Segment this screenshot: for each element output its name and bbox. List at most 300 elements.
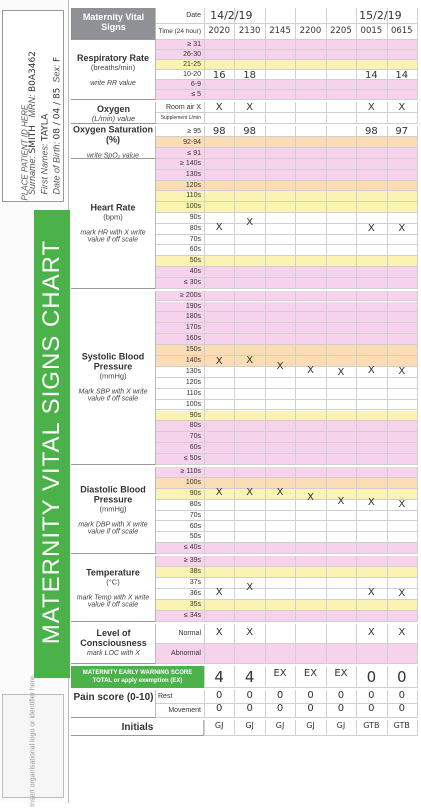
column-divider — [387, 624, 388, 664]
sbp-row — [156, 323, 417, 334]
pain-move-value: 0 — [368, 702, 375, 714]
temp-row — [156, 611, 417, 622]
patient-sex: F — [52, 56, 63, 63]
column-divider — [387, 102, 388, 124]
column-divider — [326, 40, 327, 100]
hr-row-label: 50s — [189, 257, 201, 265]
sat-value: 98 — [212, 126, 226, 137]
column-divider — [265, 624, 266, 664]
column-divider — [417, 467, 418, 554]
column-divider — [204, 467, 205, 554]
column-divider — [234, 556, 235, 621]
temp-row — [156, 600, 417, 611]
initials-value: GTB — [393, 720, 410, 730]
sbp-sub: (mmHg) — [99, 371, 127, 381]
column-divider — [356, 624, 357, 664]
hr-mark: X — [398, 222, 406, 234]
sat-value: 98 — [243, 126, 256, 137]
column-divider — [295, 690, 296, 718]
sbp-inst: Mark SBP with X write value if off scale — [78, 388, 148, 403]
pain-rest-label: Rest — [158, 692, 173, 700]
sbp-mark: X — [276, 360, 284, 372]
column-divider — [295, 624, 296, 664]
loc-inst: mark LOC with X — [87, 649, 140, 657]
loc-abnormal-label: Abnormal — [171, 649, 201, 657]
sat-value: 97 — [395, 126, 409, 137]
column-divider — [417, 624, 418, 664]
initials-value: GJ — [306, 720, 315, 730]
rr-row — [156, 40, 417, 50]
sbp-row-label: 70s — [189, 433, 201, 441]
oxygen-room-air-mark: X — [398, 102, 406, 113]
time-cell: 2145 — [269, 26, 291, 36]
temp-sub: (°C) — [106, 577, 120, 587]
oxygen-sub: (L/min) value — [91, 114, 136, 123]
mews-value: EX — [303, 667, 318, 679]
temp-title: Temperature — [86, 567, 140, 578]
sat-title: Oxygen Saturation (%) — [73, 124, 154, 145]
pain-rest-value: 0 — [337, 689, 345, 701]
column-divider — [387, 556, 388, 621]
hr-row-label: 40s — [189, 268, 201, 275]
column-divider — [234, 666, 235, 688]
sbp-row-label: 90s — [189, 411, 201, 419]
column-divider — [204, 291, 205, 465]
dbp-sub: (mmHg) — [99, 504, 127, 514]
section-dbp — [71, 467, 156, 554]
temp-row-label: 37s — [189, 579, 201, 586]
column-divider — [417, 666, 418, 688]
initials-value: GJ — [214, 720, 224, 730]
sat-row — [156, 148, 417, 159]
column-divider — [326, 666, 327, 688]
hr-inst: mark HR with X write value if off scale — [80, 229, 146, 244]
column-divider — [326, 467, 327, 554]
initials-value: GJ — [275, 720, 285, 730]
hr-mark: X — [215, 221, 223, 233]
column-divider — [326, 720, 327, 736]
oxygen-room-air-mark: X — [367, 102, 375, 113]
pain-move-value: 0 — [398, 702, 405, 714]
temp-row — [156, 556, 417, 567]
sbp-row-label: 110s — [186, 389, 201, 397]
column-divider — [295, 556, 296, 621]
sbp-mark: X — [337, 367, 345, 379]
column-divider — [265, 40, 266, 100]
sbp-row — [156, 400, 417, 411]
rr-row-label: ≤ 5 — [191, 91, 201, 98]
rr-value: 18 — [243, 70, 256, 81]
column-divider — [356, 556, 357, 621]
column-divider — [204, 159, 205, 289]
rr-row-label: 6-9 — [190, 81, 201, 88]
sbp-row-label: 150s — [185, 346, 201, 354]
column-divider — [295, 467, 296, 554]
column-divider — [387, 690, 388, 718]
time-cell: 2200 — [299, 26, 322, 36]
mews-value: EX — [334, 667, 348, 679]
sbp-row-label: 170s — [185, 324, 201, 332]
dbp-row-label: 50s — [189, 533, 201, 541]
hr-row — [156, 202, 417, 213]
loc-normal-label: Normal — [178, 629, 201, 637]
column-divider — [417, 102, 418, 124]
column-divider — [265, 690, 266, 718]
patient-id-box — [2, 10, 64, 202]
time-cell: 2020 — [208, 26, 231, 36]
dbp-mark: X — [276, 486, 284, 498]
patient-dob: 08 / 04 / 85 — [52, 87, 63, 140]
time-cell: 2130 — [238, 26, 261, 36]
column-divider — [356, 666, 357, 688]
hr-sub: (bpm) — [103, 212, 123, 222]
loc-normal-mark: X — [367, 626, 375, 638]
column-divider — [326, 624, 327, 664]
hr-row-label: 70s — [189, 235, 201, 243]
oxygen-room-air-mark: X — [246, 102, 254, 113]
sbp-mark: X — [246, 355, 254, 367]
column-divider — [387, 291, 388, 465]
hr-mark: X — [246, 217, 254, 229]
section-rr — [71, 40, 156, 100]
rr-row — [156, 80, 417, 90]
column-divider — [234, 467, 235, 554]
rr-row — [156, 90, 417, 100]
pain-rest-value: 0 — [307, 689, 314, 701]
patient-details: Surname: SMITH MRN: B0A3462 — [27, 51, 38, 195]
pain-rest-value: 0 — [368, 689, 375, 701]
sbp-title: Systolic Blood Pressure — [81, 351, 145, 372]
column-divider — [387, 666, 388, 688]
place-patient-id: PLACE PATIENT ID HERE — [20, 104, 30, 201]
column-divider — [204, 126, 205, 159]
hr-mark: X — [367, 222, 375, 234]
patient-mrn: B0A3462 — [28, 51, 38, 93]
sbp-row-label: 130s — [185, 367, 201, 375]
sbp-row — [156, 432, 417, 443]
rr-title: Respiratory Rate — [76, 52, 150, 63]
dbp-row — [156, 467, 417, 478]
pain-move-value: 0 — [307, 702, 314, 714]
temp-mark: X — [246, 581, 254, 593]
column-divider — [265, 102, 266, 124]
hr-row-label: 120s — [185, 181, 201, 189]
dbp-row-label: ≥ 110s — [180, 468, 201, 475]
column-divider — [204, 556, 205, 621]
time-label: Time (24 hour) — [158, 28, 201, 35]
rr-row-label: ≥ 31 — [187, 41, 201, 48]
hr-row-label: ≤ 30s — [183, 278, 201, 286]
column-divider — [265, 126, 266, 159]
rr-value: 14 — [364, 70, 378, 81]
column-divider — [295, 666, 296, 688]
sbp-row-label: 160s — [185, 335, 201, 343]
dbp-row-label: 70s — [189, 511, 201, 519]
rr-row — [156, 50, 417, 60]
column-divider — [417, 159, 418, 289]
column-divider — [234, 624, 235, 664]
sbp-mark: X — [307, 364, 314, 376]
hr-row-label: 80s — [189, 224, 201, 232]
rr-inst: write RR value — [90, 79, 136, 87]
date-cell-1: 14/2/19 — [210, 9, 253, 22]
sbp-row-label: 180s — [185, 313, 201, 321]
column-divider — [204, 624, 205, 664]
sbp-row — [156, 454, 417, 465]
column-divider — [356, 40, 357, 100]
hr-row-label: 60s — [189, 246, 201, 254]
sbp-row — [156, 421, 417, 432]
column-divider — [356, 690, 357, 718]
hr-row — [156, 170, 417, 181]
mews-label: MATERNITY EARLY WARNING SCORE TOTAL or apply exemption (EX) — [82, 669, 193, 684]
column-divider — [265, 556, 266, 621]
initials-value: GJ — [245, 720, 254, 730]
mews-value: 4 — [244, 667, 255, 686]
temp-row-label: 35s — [189, 600, 201, 608]
column-divider — [356, 291, 357, 465]
column-divider — [387, 159, 388, 289]
column-divider — [417, 720, 418, 736]
column-divider — [204, 720, 205, 736]
sbp-row — [156, 291, 417, 302]
pain-rest-value: 0 — [246, 689, 253, 701]
patient-first-row: First Names: TAYLA — [39, 113, 51, 195]
sbp-row-label: ≤ 50s — [183, 455, 201, 463]
hr-row — [156, 235, 417, 246]
column-divider — [326, 556, 327, 621]
column-divider — [295, 159, 296, 289]
time-cell: 0615 — [390, 26, 413, 36]
column-divider — [387, 467, 388, 554]
temp-row-label: 38s — [189, 568, 201, 576]
initials-title: Initials — [121, 721, 154, 733]
pain-title: Pain score (0-10) — [73, 691, 154, 703]
temp-inst: mark Temp with X write value if off scale — [76, 594, 150, 609]
column-divider — [295, 102, 296, 124]
dbp-mark: X — [307, 492, 314, 504]
supp-label: Supplement L/min — [160, 115, 201, 121]
mews-value: 0 — [366, 667, 377, 686]
sbp-mark: X — [215, 356, 223, 368]
column-divider — [356, 126, 357, 159]
column-divider — [417, 126, 418, 159]
column-divider — [265, 291, 266, 465]
sbp-row — [156, 389, 417, 400]
column-divider — [387, 720, 388, 736]
hr-row — [156, 267, 417, 278]
rr-value: 14 — [395, 70, 409, 81]
dbp-row-label: 90s — [189, 489, 201, 497]
pain-rest-value: 0 — [216, 689, 223, 701]
sbp-row — [156, 443, 417, 454]
column-divider — [204, 666, 205, 688]
hr-row — [156, 181, 417, 192]
column-divider — [326, 291, 327, 465]
dbp-mark: X — [246, 486, 254, 498]
hr-row — [156, 278, 417, 289]
dbp-mark: X — [398, 498, 406, 510]
mews-value: 0 — [397, 667, 407, 686]
column-divider — [326, 690, 327, 718]
column-divider — [326, 159, 327, 289]
sbp-row-label: 100s — [185, 400, 201, 408]
temp-row-label: ≥ 39s — [183, 557, 201, 565]
sbp-row — [156, 378, 417, 389]
column-divider — [356, 102, 357, 124]
column-divider — [295, 126, 296, 159]
sbp-row — [156, 411, 417, 422]
patient-dob-row: Date of Birth: 08 / 04 / 85 Sex: F — [51, 56, 63, 195]
rr-row-label: 26-30 — [183, 51, 201, 58]
hr-row — [156, 159, 417, 170]
dbp-mark: X — [215, 486, 223, 498]
column-divider — [326, 102, 327, 124]
column-divider — [387, 40, 388, 100]
hr-row — [156, 256, 417, 267]
sbp-row-label: 190s — [185, 302, 201, 310]
loc-normal-mark: X — [215, 626, 223, 638]
sbp-row — [156, 334, 417, 345]
dbp-title: Diastolic Blood Pressure — [80, 484, 146, 505]
hr-row — [156, 191, 417, 202]
column-divider — [295, 720, 296, 736]
temp-mark: X — [367, 586, 375, 598]
temp-row-label: ≤ 34s — [183, 611, 201, 619]
pain-move-label: Movement — [168, 706, 201, 714]
temp-row — [156, 567, 417, 578]
vertical-title-banner — [34, 210, 70, 678]
initials-value: GJ — [336, 720, 346, 730]
dbp-row — [156, 511, 417, 522]
section-temp — [71, 556, 156, 621]
section-sbp — [71, 291, 156, 465]
section-hr — [71, 159, 156, 289]
patient-first-name: TAYLA — [40, 113, 51, 141]
column-divider — [234, 291, 235, 465]
sbp-mark: X — [367, 364, 375, 376]
rr-value: 16 — [212, 70, 226, 81]
sbp-row — [156, 345, 417, 356]
sat-row-label: 92-94 — [183, 139, 201, 146]
sbp-row-label: ≥ 200s — [180, 291, 201, 299]
column-divider — [356, 159, 357, 289]
dbp-mark: X — [337, 495, 345, 507]
pain-rest-value: 0 — [276, 689, 284, 701]
pain-rest-value: 0 — [398, 689, 405, 701]
column-divider — [356, 720, 357, 736]
column-divider — [417, 40, 418, 100]
dbp-row-label: ≤ 40s — [183, 544, 201, 552]
rr-sub: (breaths/min) — [90, 62, 136, 72]
sbp-row — [156, 312, 417, 323]
date-cell-2: 15/2/19 — [359, 9, 402, 22]
column-divider — [234, 720, 235, 736]
vertical-title: MATERNITY VITAL SIGNS CHART — [38, 239, 65, 645]
column-divider — [295, 40, 296, 100]
dbp-row — [156, 522, 417, 533]
patient-surname: SMITH — [28, 125, 38, 154]
mews-value: EX — [273, 667, 287, 679]
sbp-row-label: 80s — [189, 422, 201, 430]
hr-row-label: 110s — [186, 192, 201, 200]
column-divider — [234, 126, 235, 159]
oxygen-title: Oxygen — [96, 104, 130, 114]
column-divider — [265, 666, 266, 688]
loc-title: Level of Consciousness — [80, 627, 147, 648]
sbp-row-label: 60s — [189, 444, 201, 452]
rr-row-label: 21-25 — [183, 61, 201, 68]
time-cell: 2205 — [330, 26, 352, 36]
dbp-mark: X — [367, 496, 375, 508]
dbp-row-label: 80s — [189, 500, 201, 508]
column-divider — [326, 126, 327, 159]
column-divider — [234, 40, 235, 100]
pain-move-value: 0 — [276, 702, 284, 714]
sat-inst: write SpO₂ value — [86, 152, 140, 160]
loc-normal-mark: X — [246, 626, 254, 638]
sbp-row-label: 120s — [185, 378, 201, 386]
column-divider — [204, 102, 205, 124]
column-divider — [234, 102, 235, 124]
hr-row-label: 130s — [185, 170, 201, 178]
sbp-row — [156, 302, 417, 313]
column-divider — [265, 467, 266, 554]
dbp-inst: mark DBP with X write value if off scale — [78, 521, 148, 536]
pain-move-value: 0 — [216, 702, 223, 714]
hr-row-label: 100s — [185, 203, 201, 211]
dbp-row — [156, 532, 417, 543]
column-divider — [356, 467, 357, 554]
initials-value: GTB — [363, 720, 380, 730]
mews-value: 4 — [214, 667, 224, 686]
sbp-mark: X — [398, 366, 406, 378]
sat-value: 98 — [364, 126, 378, 137]
hr-row — [156, 245, 417, 256]
column-divider — [204, 690, 205, 718]
hr-row-label: ≥ 140s — [180, 160, 201, 167]
column-divider — [234, 690, 235, 718]
dbp-row — [156, 543, 417, 554]
column-divider — [417, 556, 418, 621]
temp-mark: X — [215, 586, 223, 598]
sbp-row-label: 140s — [185, 357, 201, 364]
temp-row-label: 36s — [189, 589, 201, 597]
logo-placeholder-text: Insert organisational logo or identifier here — [29, 676, 37, 807]
column-divider — [295, 291, 296, 465]
time-cell: 0015 — [360, 26, 383, 36]
logo-placeholder — [2, 676, 64, 807]
column-divider — [234, 159, 235, 289]
room-air-label: Room air X — [165, 104, 201, 111]
column-divider — [265, 720, 266, 736]
header-title-text: Maternity Vital Signs — [82, 12, 145, 32]
pain-move-value: 0 — [337, 702, 345, 714]
loc-normal-mark: X — [398, 626, 406, 638]
column-divider — [417, 690, 418, 718]
sat-row — [156, 137, 417, 148]
rr-row — [156, 60, 417, 70]
dbp-row-label: 100s — [185, 478, 201, 486]
sat-row-label: ≥ 95 — [187, 128, 201, 135]
hr-title: Heart Rate — [90, 202, 136, 213]
rr-row-label: 10-20 — [183, 71, 201, 78]
section-sat — [71, 126, 156, 159]
oxygen-room-air-mark: X — [215, 102, 223, 113]
dbp-row-label: 60s — [189, 522, 201, 530]
column-divider — [204, 40, 205, 100]
pain-move-value: 0 — [246, 702, 253, 714]
